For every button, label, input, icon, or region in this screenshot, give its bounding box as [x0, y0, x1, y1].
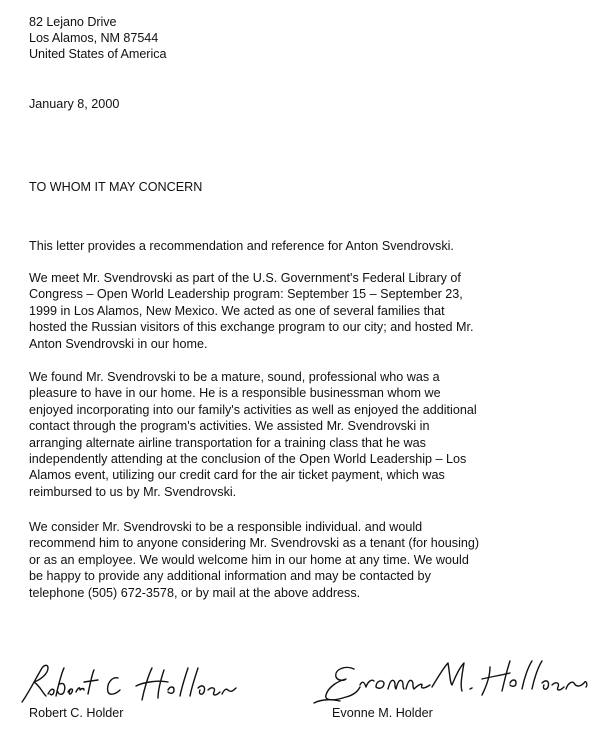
paragraph-line: arranging alternate airline transportation for a training class that he was [29, 435, 426, 450]
paragraph-line: independently attending at the conclusion of the Open World Leadership – Los [29, 452, 467, 467]
paragraph-line: be happy to provide any additional information and may be contacted by [29, 569, 431, 584]
paragraph-line: We found Mr. Svendrovski to be a mature, sound, professional who was a [29, 370, 440, 384]
paragraph-line: We meet Mr. Svendrovski as part of the U.S. Government's Federal Library of [29, 271, 461, 285]
paragraph-line: 1999 in Los Alamos, New Mexico. We acted as one of several families that [29, 303, 445, 318]
printed-name-robert: Robert C. Holder [29, 706, 124, 720]
paragraph-line: enjoyed incorporating into our family's activities as well as enjoyed the additional [29, 402, 477, 417]
paragraph-line: Anton Svendrovski in our home. [29, 336, 208, 351]
paragraph-line: contact through the program's activities. We assisted Mr. Svendrovski in [29, 419, 430, 434]
paragraph-line: telephone (505) 672-3578, or by mail at the above address. [29, 585, 361, 600]
paragraph-line: This letter provides a recommendation and reference for Anton Svendrovski. [29, 239, 454, 253]
signature-robert-holder [18, 660, 238, 710]
letter-date: January 8, 2000 [29, 97, 120, 111]
salutation: TO WHOM IT MAY CONCERN [29, 180, 203, 194]
paragraph-line: We consider Mr. Svendrovski to be a responsible individual. and would [29, 520, 423, 534]
paragraph-line: reimbursed to us by Mr. Svendrovski. [29, 484, 237, 499]
sender-address-line-2: Los Alamos, NM 87544 [29, 31, 159, 45]
sender-address-line-3: United States of America [29, 47, 167, 61]
paragraph-line: Alamos event, utilizing our credit card for the air ticket payment, which was [29, 468, 445, 483]
paragraph-character [29, 369, 477, 500]
paragraph-line: recommend him to anyone considering Mr. Svendrovski as a tenant (for housing) [29, 536, 480, 551]
printed-name-evonne: Evonne M. Holder [332, 706, 433, 720]
paragraph-intro [29, 238, 454, 254]
paragraph-recommendation [29, 519, 479, 601]
sender-address-line-1: 82 Lejano Drive [29, 15, 117, 29]
paragraph-line: or as an employee. We would welcome him in our home at any time. We would [29, 552, 469, 567]
paragraph-line: pleasure to have in our home. He is a responsible businessman whom we [29, 386, 441, 401]
paragraph-line: hosted the Russian visitors of this exchange program to our city; and hosted Mr. [29, 320, 474, 335]
paragraph-line: Congress – Open World Leadership program: September 15 – September 23, [29, 287, 463, 302]
signature-evonne-holder [310, 655, 600, 711]
paragraph-program [29, 270, 474, 352]
